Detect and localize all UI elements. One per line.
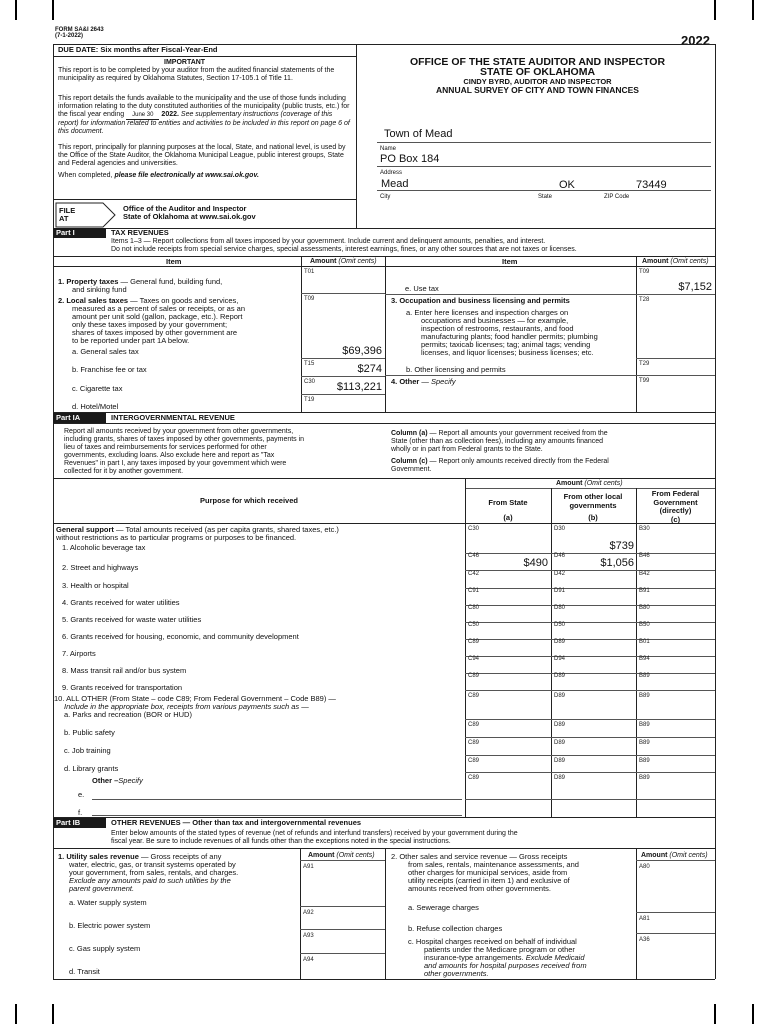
fiscal-year-end-field[interactable]: June 30 [126,111,159,120]
intergov-row-label: 3. Health or hospital [62,581,129,590]
code-c30: C30 [304,379,316,385]
address-label: Address [380,170,403,176]
hospital-charges-desc: patients under the Medicare program or other [424,945,575,954]
entity-state[interactable]: OK [559,179,575,191]
col-a-header: From State (a) [488,498,528,522]
purpose-header: Purpose for which received [200,496,298,505]
other-taxes-label: 4. Other — Specify [391,377,456,386]
general-support-label: General support — Total amounts received (as per capita grants, shared taxes, etc.) [56,525,339,534]
utility-sales-label: 1. Utility sales revenue — Gross receipts of any [58,852,222,861]
all-other-row-label: e. [78,790,85,799]
hotel-motel-label: d. Hotel/Motel [72,402,119,411]
code-col-a: C30 [468,526,480,532]
code-col-b: D89 [554,693,566,699]
code-col-b: D50 [554,622,566,628]
code-t09-use: T09 [639,269,650,275]
occupation-desc: a. Enter here licenses and inspection charges on [406,308,569,317]
part-ia-label: Part IA [53,413,106,423]
column-a-note: wholly or in part from Federal grants to the State. [391,446,543,453]
intergov-row-label: 1. Alcoholic beverage tax [62,543,146,552]
code-col-c: B89 [639,740,650,746]
col-amount-left: Amount (Omit cents) [310,258,377,265]
part-i-label: Part I [53,228,106,238]
code-col-c: B01 [639,639,650,645]
code-t99: T99 [639,378,650,384]
code-col-a: C94 [468,656,480,662]
code-col-b: D46 [554,553,566,559]
important-p4: When completed, please file electronically at www.sai.ok.gov. [58,172,259,179]
code-t01: T01 [304,269,315,275]
code-col-a: C42 [468,571,480,577]
sewerage-label: a. Sewerage charges [408,903,479,912]
occupation-desc: permits; taxicab licenses; tag; animal tags; vending [421,340,591,349]
column-c-note: Column (c) — Report only amounts received directly from the Federal [391,458,609,465]
occupation-desc: occupations and businesses — for example, [421,316,569,325]
code-col-c: B46 [639,553,650,559]
column-a-note: Column (a) — Report all amounts your government received from the [391,430,608,437]
form-year: 2022 [681,33,710,48]
code-col-c: B89 [639,758,650,764]
other-specify-label: Other –Specify [92,776,143,785]
at-label: AT [59,214,69,223]
header-office: OFFICE OF THE STATE AUDITOR AND INSPECTOR [409,56,666,68]
hospital-charges-desc: insurance-type arrangements. Exclude Medicaid [424,953,585,962]
city-label: City [380,194,391,200]
column-a-note: State (other than as collection fees), including any amounts financed [391,438,604,445]
local-sales-desc: measured as a percent of sales or receipts, or as an [72,304,246,313]
local-sales-desc: shares of taxes imposed by other government are [72,328,238,337]
crop-mark [714,0,716,20]
from-local-amount[interactable]: $1,056 [600,557,634,569]
part-ia-desc: lieu of taxes and reimbursements for services performed for other [64,444,267,451]
code-col-a: C80 [468,605,480,611]
general-support-desc: without restrictions as to particular programs or purposes to be financed. [56,533,297,542]
other-sales-label: 2. Other sales and service revenue — Gross receipts [391,852,568,861]
entity-name[interactable]: Town of Mead [384,128,453,140]
code-col-c: B89 [639,722,650,728]
name-label: Name [380,146,397,152]
general-sales-tax-amount[interactable]: $69,396 [342,345,382,357]
utility-sales-desc: your government, from sales, rentals, and charges. [69,868,239,877]
code-col-a: C89 [468,740,480,746]
all-other-label: 10. ALL OTHER (From State – code C89; From Federal Government – Code B89) — [54,694,336,703]
code-col-c: B50 [639,622,650,628]
code-col-b: D91 [554,588,566,594]
utility-amount-header: Amount (Omit cents) [308,852,375,859]
code-col-b: D89 [554,758,566,764]
all-other-row-label: c. Job training [64,746,111,755]
code-col-a: C89 [468,722,480,728]
header-survey: ANNUAL SURVEY OF CITY AND TOWN FINANCES [436,85,639,95]
code-col-a: C89 [468,639,480,645]
code-col-b: D30 [554,526,566,532]
entity-city[interactable]: Mead [381,178,409,190]
entity-address[interactable]: PO Box 184 [380,153,440,165]
code-a91: A91 [303,864,314,870]
from-state-amount[interactable]: $490 [523,557,548,569]
use-tax-amount[interactable]: $7,152 [678,281,712,293]
code-t28: T28 [639,297,650,303]
state-label: State [538,194,553,200]
from-local-amount[interactable]: $739 [609,540,634,552]
water-supply-label: a. Water supply system [69,898,147,907]
part-ib-label: Part IB [53,818,106,828]
col-c-header: From Federal Government (directly) (c) [651,489,700,524]
code-col-b: D89 [554,740,566,746]
crop-mark [15,0,17,20]
crop-mark [15,1004,17,1024]
code-col-a: C91 [468,588,480,594]
hospital-charges-desc: other governments. [424,969,489,978]
occupation-licensing-label: 3. Occupation and business licensing and permits [391,296,570,305]
due-date: DUE DATE: Six months after Fiscal-Year-End [58,45,218,54]
all-other-desc: Include in the appropriate box, receipts from various payments such as — [64,702,309,711]
franchise-fee-label: b. Franchise fee or tax [72,365,147,374]
part-i-desc2: Do not include receipts from special service charges, special assessments, interest earnings, fines, or any other sources that are not taxes or licenses. [111,246,577,253]
part-ia-desc: collected for it by another government. [64,468,184,475]
code-col-c: B91 [639,588,650,594]
other-sales-desc: utility receipts (carried in item 1) and exclusive of [408,876,570,885]
use-tax-label: e. Use tax [405,284,439,293]
code-col-c: B42 [639,571,650,577]
code-t19: T19 [304,397,315,403]
file-at-office: Office of the Auditor and Inspector [123,204,247,213]
part-ia-desc: Revenues" in part I, any taxes imposed by your government which were [64,460,287,467]
code-col-b: D42 [554,571,566,577]
code-a80: A80 [639,864,650,870]
code-t15: T15 [304,361,315,367]
cigarette-tax-amount[interactable]: $113,221 [336,381,382,393]
hospital-charges-label: c. Hospital charges received on behalf of individual [408,937,577,946]
file-at-website: State of Oklahoma at www.sai.ok.gov [123,212,256,221]
code-col-a: C46 [468,553,480,559]
intergov-row-label: 7. Airports [62,649,96,658]
column-c-note: Government. [391,466,432,473]
code-a92: A92 [303,910,314,916]
file-label: FILE [59,206,76,215]
property-taxes-label-2: and sinking fund [72,285,127,294]
crop-mark [52,0,54,20]
code-t09: T09 [304,296,315,302]
code-col-b: D89 [554,722,566,728]
part-ib-desc2: fiscal year. Be sure to include revenues of all funds other than the exceptions noted in the special instructions. [111,838,451,845]
part-ia-desc: Report all amounts received by your government from other governments, [64,428,294,435]
important-p1: This report is to be completed by your auditor from the audited financial statements of the municipality as required by Oklahoma Statutes, Section 17-105.1 of Title 11. [58,67,335,82]
code-col-c: B89 [639,673,650,679]
code-a94: A94 [303,957,314,963]
code-col-c: B94 [639,656,650,662]
utility-sales-desc: water, electric, gas, or transit systems operated by [69,860,236,869]
local-sales-taxes-label: 2. Local sales taxes — Taxes on goods and services, [58,296,239,305]
transit-label: d. Transit [69,967,100,976]
code-col-a: C89 [468,758,480,764]
col-item-left: Item [166,257,182,266]
electric-power-label: b. Electric power system [69,921,151,930]
crop-mark [714,1004,716,1024]
cigarette-tax-label: c. Cigarette tax [72,384,123,393]
occupation-desc: licenses, and liquor licenses; business licenses; etc. [421,348,594,357]
general-sales-tax-label: a. General sales tax [72,347,139,356]
intergov-row-label: 4. Grants received for water utilities [62,598,180,607]
code-col-c: B89 [639,693,650,699]
all-other-row-label: f. [78,808,83,817]
other-sales-desc: amounts received from other governments. [408,884,551,893]
code-a81: A81 [639,916,650,922]
intergov-row-label: 5. Grants received for waste water utilities [62,615,202,624]
utility-sales-desc: parent government. [69,884,135,893]
code-col-c: B30 [639,526,650,532]
important-title: IMPORTANT [164,59,206,66]
other-sales-desc: other charges for municipal services, aside from [408,868,568,877]
important-p3: This report, principally for planning purposes at the local, State, and national level, is used by the Office of the State Auditor, the Oklahoma Municipal League, public interest groups, State and Federal agencies and universities. [58,144,346,167]
amount-header: Amount (Omit cents) [556,480,623,487]
utility-sales-desc: Exclude any amounts paid to such utilities by the [69,876,231,885]
other-sales-desc: from sales, rentals, maintenance assessments, and [408,860,579,869]
refuse-label: b. Refuse collection charges [408,924,503,933]
code-col-c: B89 [639,775,650,781]
occupation-desc: manufacturing plants; food handler permits; plumbing [421,332,598,341]
part-i-desc1: Items 1–3 — Report collections from all taxes imposed by your government. Include current and delinquent amounts, penalties, and interest. [111,238,546,245]
code-col-b: D80 [554,605,566,611]
code-a36: A36 [639,937,650,943]
part-ib-desc1: Enter below amounts of the stated types of revenue (net of refunds and interfund transfers) received by your government during the [111,830,518,837]
all-other-row-label: b. Public safety [64,728,115,737]
code-col-c: B80 [639,605,650,611]
col-item-right: Item [502,257,518,266]
intergov-row-label: 8. Mass transit rail and/or bus system [62,666,187,675]
other-sales-amount-header: Amount (Omit cents) [641,852,708,859]
all-other-row-label: a. Parks and recreation (BOR or HUD) [64,710,192,719]
col-b-header: From other local governments (b) [563,492,623,522]
part-ia-desc: including grants, shares of taxes imposed by other governments, payments in [64,436,305,443]
important-p2: This report details the funds available to the municipality and the use of those funds including information relating to the duty constituted authorities of the municipality (public trusts, etc.) for the fiscal year ending June 30 2022. See supplementary instructions (coverage of this report) for information related to entities and activities to be included in this report on page 6 of this document. [58,95,350,135]
code-col-a: C89 [468,673,480,679]
intergov-row-label: 6. Grants received for housing, economic, and community development [62,632,299,641]
col-amount-right: Amount (Omit cents) [642,258,709,265]
code-col-a: C89 [468,693,480,699]
header-state: STATE OF OKLAHOMA [479,66,596,78]
code-col-b: D89 [554,775,566,781]
code-col-b: D89 [554,639,566,645]
intergov-row-label: 9. Grants received for transportation [62,683,183,692]
crop-mark [52,1004,54,1024]
all-other-row-label: d. Library grants [64,764,119,773]
other-licensing-label: b. Other licensing and permits [406,365,506,374]
code-a93: A93 [303,933,314,939]
franchise-fee-amount[interactable]: $274 [357,363,382,375]
part-i-title: TAX REVENUES [111,228,169,237]
local-sales-desc: amount per unit sold (gallon, package, etc.). Report [72,312,243,321]
code-t29: T29 [639,361,650,367]
local-sales-desc: to be reported under part 1A below. [72,336,190,345]
code-col-b: D94 [554,656,566,662]
zip-label: ZIP Code [604,194,630,200]
crop-mark [752,0,754,20]
gas-supply-label: c. Gas supply system [69,944,141,953]
occupation-desc: inspection of restrooms, restaurants, and food [421,324,574,333]
part-ib-title: OTHER REVENUES — Other than tax and intergovernmental revenues [111,818,362,827]
part-ia-title: INTERGOVERNMENTAL REVENUE [111,413,235,422]
part-ia-desc: governments, excluding loans. Also exclude here and report as "Tax [64,452,275,459]
property-taxes-label: 1. Property taxes — General fund, building fund, [58,277,223,286]
header-auditor: CINDY BYRD, AUDITOR AND INSPECTOR [463,77,612,86]
intergov-row-label: 2. Street and highways [62,563,139,572]
form-revision: (7-1-2022) [55,33,84,39]
local-sales-desc: only these taxes imposed by your government; [72,320,228,329]
code-col-a: C89 [468,775,480,781]
crop-mark [752,1004,754,1024]
code-col-b: D89 [554,673,566,679]
entity-zip[interactable]: 73449 [636,179,667,191]
form-number: FORM SA&I 2643 [55,27,104,33]
code-col-a: C50 [468,622,480,628]
hospital-charges-desc: and amounts for hospital purposes received from [424,961,587,970]
